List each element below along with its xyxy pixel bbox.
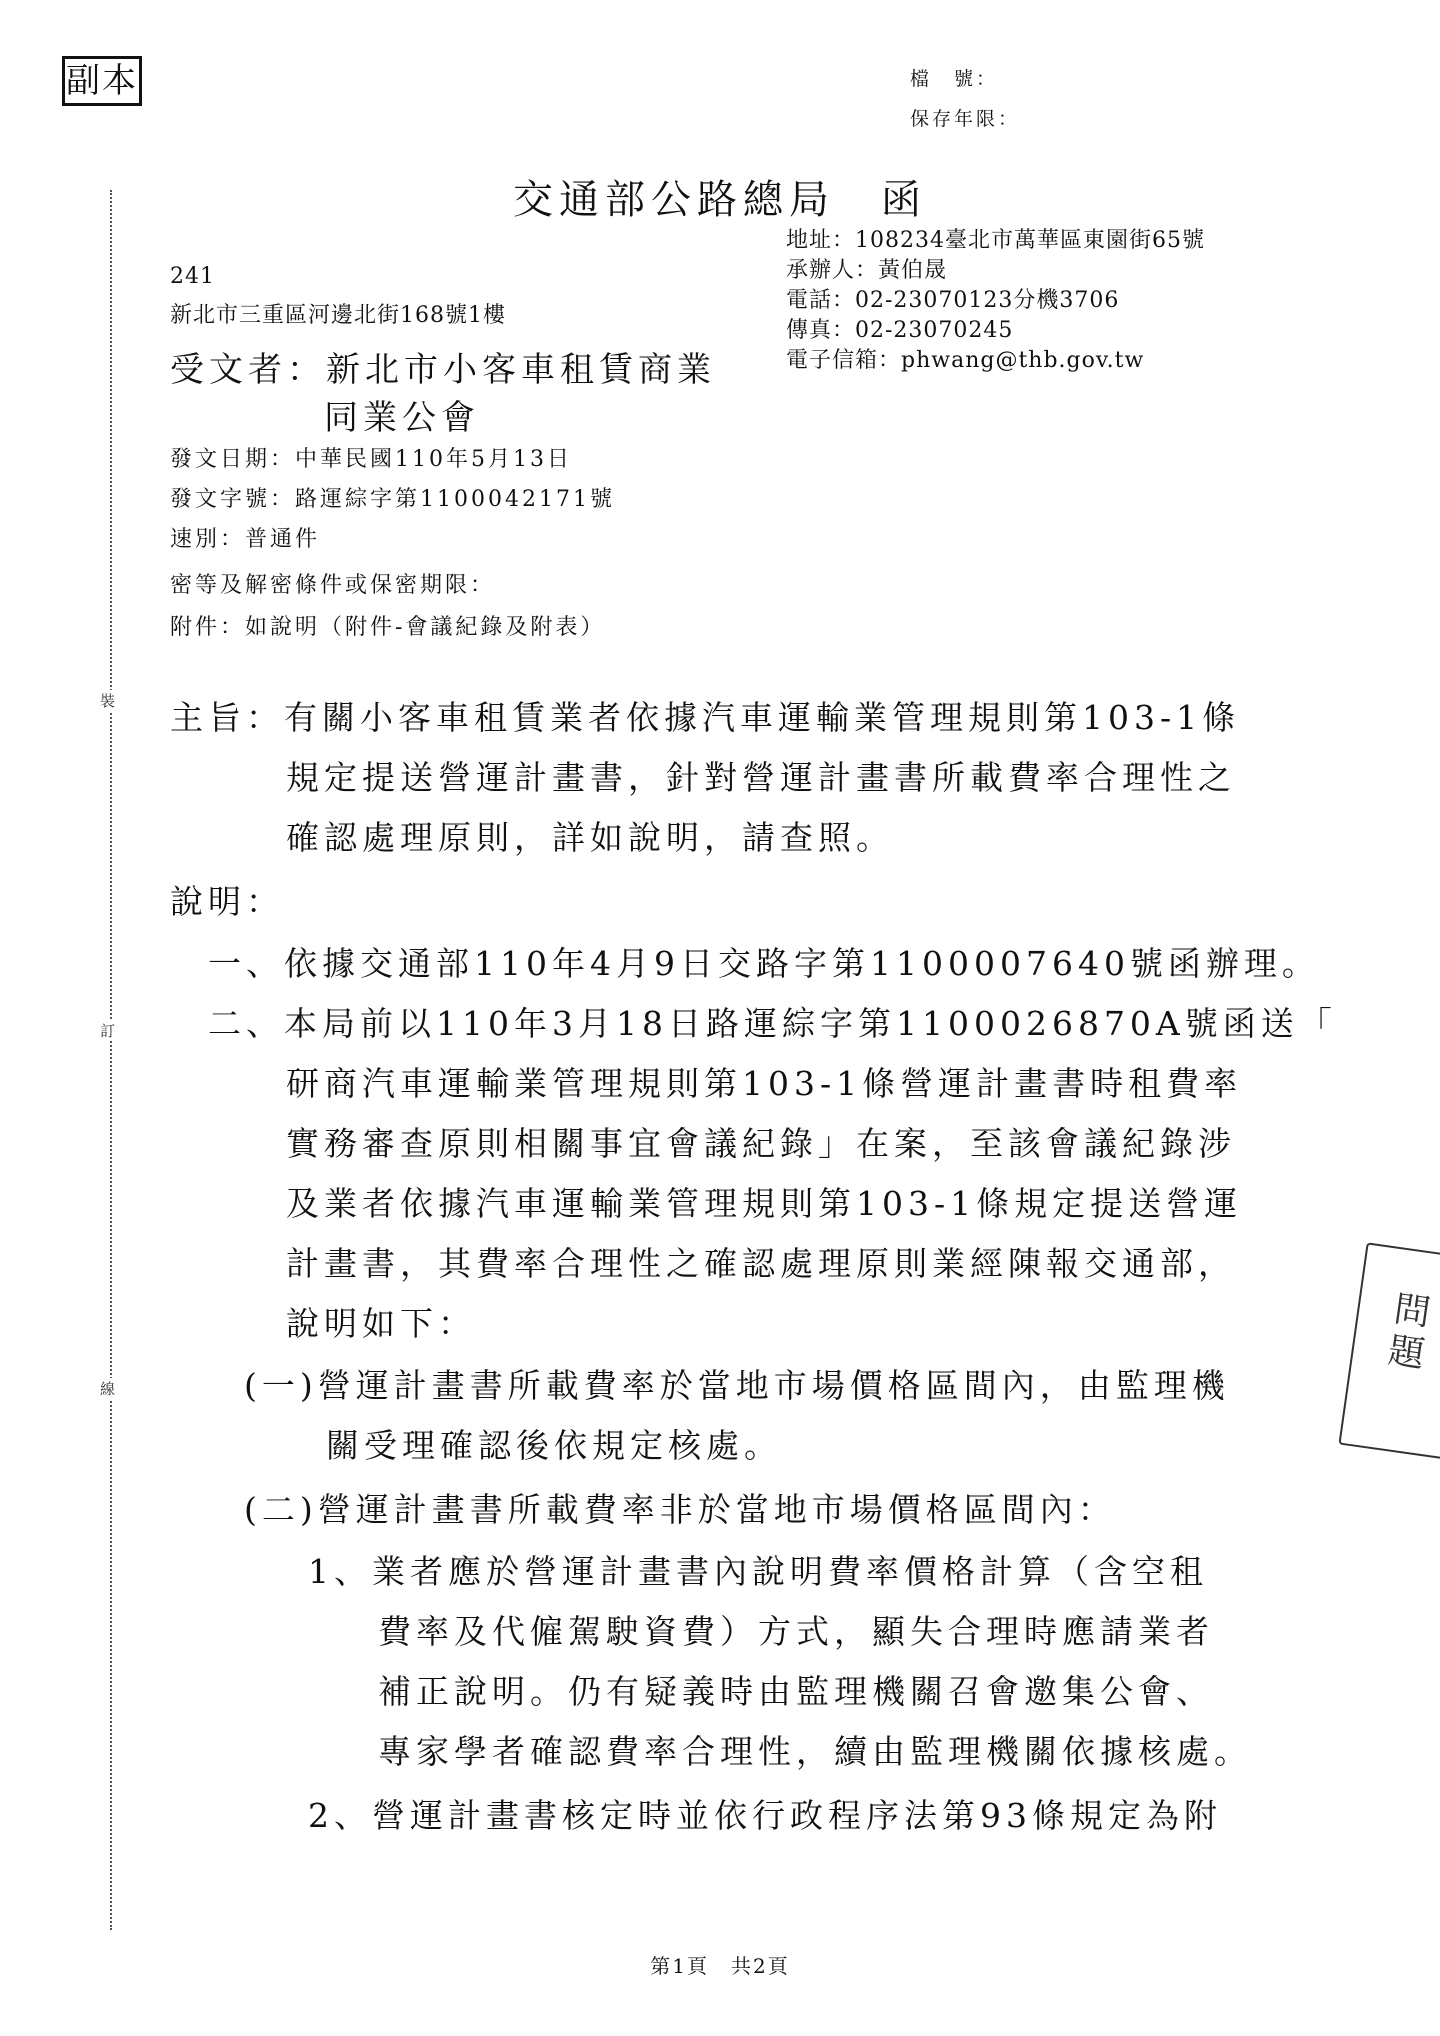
binding-mark-top: 裝	[100, 692, 116, 710]
explanation-item-2-line: 及業者依據汽車運輸業管理規則第103-1條規定提送營運	[286, 1184, 1243, 1223]
recipient-line-2: 同業公會	[324, 398, 480, 438]
sender-handler: 承辦人：黃伯晟	[786, 258, 948, 283]
explanation-item-2-line: 研商汽車運輸業管理規則第103-1條營運計畫書時租費率	[286, 1064, 1243, 1103]
document-title: 交通部公路總局 函	[513, 177, 927, 223]
file-number-label: 檔 號：	[910, 68, 999, 90]
subject-line: 主旨：有關小客車租賃業者依據汽車運輸業管理規則第103-1條	[170, 698, 1241, 737]
sub-item-1-line: (一)營運計畫書所載費率於當地市場價格區間內，由監理機	[244, 1366, 1230, 1405]
copy-stamp: 副本	[62, 56, 142, 106]
explanation-item-2-line: 說明如下：	[286, 1304, 476, 1343]
binding-mark-middle: 訂	[100, 1022, 116, 1040]
sub-item-2-1-line: 費率及代僱駕駛資費）方式，顯失合理時應請業者	[378, 1612, 1214, 1651]
sub-item-2-1-line: 補正說明。仍有疑義時由監理機關召會邀集公會、	[378, 1672, 1214, 1711]
explanation-item-1: 一、依據交通部110年4月9日交路字第1100007640號函辦理。	[208, 944, 1320, 983]
binding-mark-bottom: 線	[100, 1380, 116, 1398]
sender-fax: 傳真：02-23070245	[786, 318, 1014, 343]
sender-phone: 電話：02-23070123分機3706	[786, 288, 1120, 313]
issue-date: 發文日期：中華民國110年5月13日	[170, 447, 572, 472]
explanation-item-2-line: 實務審查原則相關事宜會議紀錄」在案，至該會議紀錄涉	[286, 1124, 1236, 1163]
sub-item-2: (二)營運計畫書所載費率非於當地市場價格區間內：	[244, 1490, 1116, 1529]
attachment-info: 附件：如說明（附件-會議紀錄及附表）	[170, 615, 606, 640]
recipient-line-1: 受文者：新北市小客車租賃商業	[170, 350, 716, 390]
document-number: 發文字號：路運綜字第1100042171號	[170, 487, 615, 512]
sub-item-1-line: 關受理確認後依規定核處。	[326, 1426, 782, 1465]
recipient-postal-code: 241	[170, 264, 215, 289]
sub-item-2-2: 2、營運計畫書核定時並依行政程序法第93條規定為附	[308, 1796, 1222, 1835]
sub-item-2-1-line: 專家學者確認費率合理性，續由監理機關依據核處。	[378, 1732, 1252, 1771]
delivery-speed: 速別：普通件	[170, 527, 321, 552]
explanation-item-2-line: 計畫書，其費率合理性之確認處理原則業經陳報交通部，	[286, 1244, 1236, 1283]
recipient-street-address: 新北市三重區河邊北街168號1樓	[170, 303, 506, 328]
sender-email: 電子信箱：phwang@thb.gov.tw	[786, 348, 1145, 373]
binding-line	[110, 190, 112, 1930]
receipt-stamp	[1338, 1242, 1440, 1461]
explanation-item-2-line: 二、本局前以110年3月18日路運綜字第1100026870A號函送「	[208, 1004, 1337, 1043]
receipt-stamp-text: 問題	[1379, 1288, 1433, 1378]
page-number: 第1頁 共2頁	[650, 1954, 790, 1978]
subject-line: 確認處理原則，詳如說明，請查照。	[286, 818, 894, 857]
retention-period-label: 保存年限：	[910, 108, 1021, 130]
sender-address: 地址：108234臺北市萬華區東園街65號	[786, 228, 1205, 253]
sub-item-2-1-line: 1、業者應於營運計畫書內說明費率價格計算（含空租	[308, 1552, 1208, 1591]
subject-line: 規定提送營運計畫書，針對營運計畫書所載費率合理性之	[286, 758, 1236, 797]
explanation-label: 說明：	[170, 882, 284, 921]
secrecy-level: 密等及解密條件或保密期限：	[170, 573, 496, 598]
